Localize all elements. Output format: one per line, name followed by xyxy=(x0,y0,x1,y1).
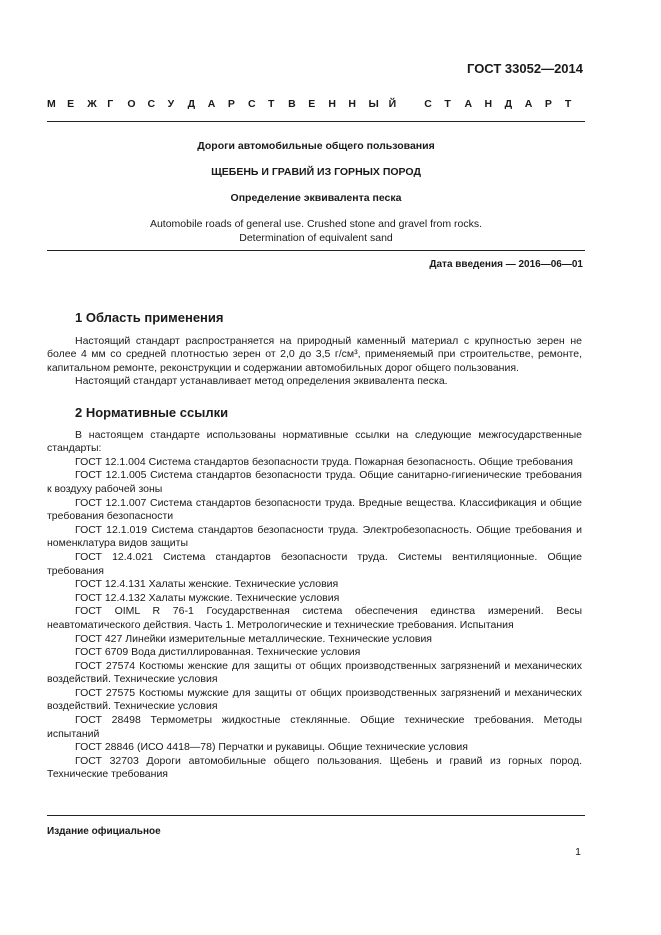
document-code: ГОСТ 33052—2014 xyxy=(467,61,583,76)
title-line-3: Определение эквивалента песка xyxy=(230,192,402,204)
introduction-date: Дата введения — 2016—06—01 xyxy=(429,259,583,270)
reference-item: ГОСТ 12.1.007 Система стандартов безопасности труда. Вредные вещества. Классификация и общие требования безопасности xyxy=(47,496,582,523)
title-rule xyxy=(47,250,585,251)
reference-item: ГОСТ 12.4.131 Халаты женские. Технические условия xyxy=(75,578,339,591)
section-normative-references xyxy=(47,406,582,782)
official-edition-note: Издание официальное xyxy=(47,826,161,837)
section-2-heading: 2 Нормативные ссылки xyxy=(75,405,229,420)
page-number: 1 xyxy=(575,846,581,858)
banner-letter: С xyxy=(424,98,432,110)
reference-item: ГОСТ 427 Линейки измерительные металлические. Технические условия xyxy=(75,632,432,645)
reference-item: ГОСТ 32703 Дороги автомобильные общего пользования. Щебень и гравий из горных пород. Технические требования xyxy=(47,754,582,781)
english-title xyxy=(47,217,585,245)
section-2-intro: В настоящем стандарте использованы нормативные ссылки на следующие межгосударственные стандарты: xyxy=(47,428,582,455)
interstate-word xyxy=(47,98,409,110)
section-1-heading: 1 Область применения xyxy=(75,310,224,325)
reference-item: ГОСТ 12.4.021 Система стандартов безопасности труда. Системы вентиляционные. Общие требования xyxy=(47,550,582,577)
reference-item: ГОСТ 12.1.004 Система стандартов безопасности труда. Пожарная безопасность. Общие требования xyxy=(75,455,573,468)
banner-letter: С xyxy=(147,98,156,110)
banner-letter: Т xyxy=(564,98,572,110)
banner-letter: А xyxy=(207,98,216,110)
banner-letter: М xyxy=(47,98,56,110)
banner-letter: С xyxy=(247,98,256,110)
reference-item: ГОСТ 27575 Костюмы мужские для защиты от общих производственных загрязнений и механических воздействий. Технические условия xyxy=(47,686,582,713)
title-line-2: ЩЕБЕНЬ И ГРАВИЙ ИЗ ГОРНЫХ ПОРОД xyxy=(211,166,421,178)
banner-letter: Т xyxy=(444,98,451,110)
banner-letter: Н xyxy=(328,98,336,110)
banner-letter: Т xyxy=(268,98,275,110)
reference-item: ГОСТ 12.1.005 Система стандартов безопасности труда. Общие санитарно-гигиенические требования к воздуху рабочей зоны xyxy=(47,469,582,495)
banner-letter: Ж xyxy=(87,98,97,110)
banner-letter: В xyxy=(288,98,296,110)
title-line-1: Дороги автомобильные общего пользования xyxy=(197,140,435,152)
banner-letter: Н xyxy=(484,98,493,110)
reference-item: ГОСТ 12.4.132 Халаты мужские. Технические условия xyxy=(75,591,340,604)
footer-rule xyxy=(47,815,585,816)
banner-letter: А xyxy=(464,98,473,110)
header-rule xyxy=(47,121,585,122)
standard-word xyxy=(424,98,585,110)
banner-letter: У xyxy=(167,98,175,110)
banner-letter: О xyxy=(127,98,136,110)
reference-item: ГОСТ 12.1.019 Система стандартов безопасности труда. Электробезопасность. Общие требования и номенклатура видов защиты xyxy=(47,523,582,550)
section-1-paragraph-2: Настоящий стандарт устанавливает метод определения эквивалента песка. xyxy=(75,375,448,388)
reference-item: ГОСТ 28846 (ИСО 4418—78) Перчатки и рукавицы. Общие технические условия xyxy=(75,741,468,754)
references-list xyxy=(47,456,582,782)
banner-letter: Д xyxy=(504,98,513,110)
banner-letter: А xyxy=(524,98,533,110)
reference-item: ГОСТ OIML R 76-1 Государственная система обеспечения единства измерений. Весы неавтоматического действия. Часть 1. Метрологические и технические требования. Испытания xyxy=(47,605,582,631)
banner-letter: Ы xyxy=(368,98,379,110)
english-title-line-1: Automobile roads of general use. Crushed stone and gravel from rocks. xyxy=(149,218,483,230)
banner-letter: Е xyxy=(308,98,316,110)
banner-letter: Н xyxy=(348,98,356,110)
banner-letter: Й xyxy=(388,98,397,110)
interstate-standard-banner xyxy=(47,98,585,110)
banner-letter: Р xyxy=(227,98,235,110)
reference-item: ГОСТ 27574 Костюмы женские для защиты от общих производственных загрязнений и механических воздействий. Технические условия xyxy=(47,659,582,686)
reference-item: ГОСТ 6709 Вода дистиллированная. Технические условия xyxy=(75,646,361,659)
banner-letter: Р xyxy=(544,98,552,110)
section-1-paragraph-1: Настоящий стандарт распространяется на природный каменный материал с крупностью зерен не более 4 мм со средней плотностью зерен от 2,0 до 3,5 г/см³, применяемый при строительстве, ремонте, капитальном ремонте, реконструкции и содержании автомобильных дорог общего пользования. xyxy=(47,334,582,374)
section-scope xyxy=(47,311,582,389)
banner-letter: Е xyxy=(67,98,75,110)
banner-letter: Д xyxy=(187,98,196,110)
english-title-line-2: Determination of equivalent sand xyxy=(239,232,393,244)
reference-item: ГОСТ 28498 Термометры жидкостные стеклянные. Общие технические требования. Методы испытаний xyxy=(47,714,582,740)
banner-letter: Г xyxy=(107,98,114,110)
